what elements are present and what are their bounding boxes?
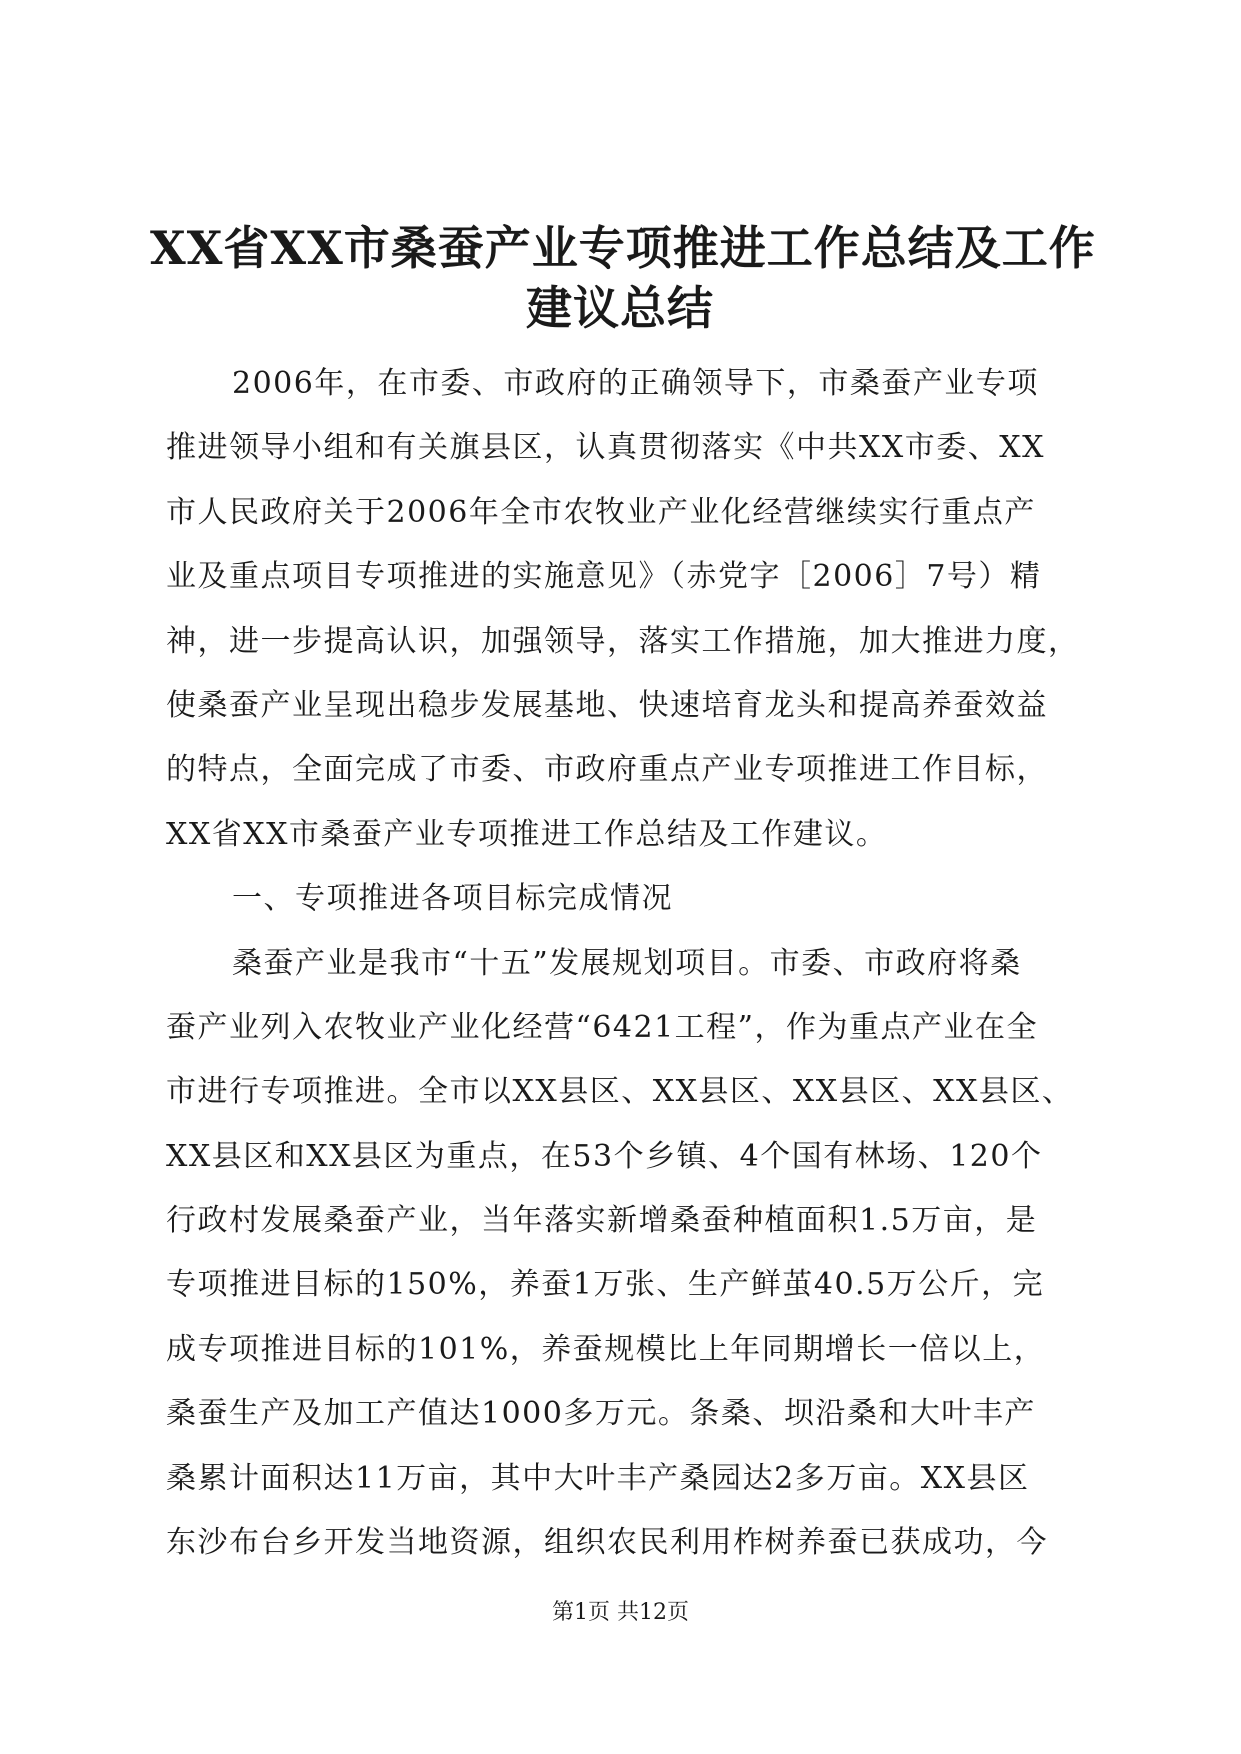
body-line: 成专项推进目标的101%，养蚕规模比上年同期增长一倍以上， <box>166 1331 1046 1367</box>
body-line: 桑蚕生产及加工产值达1000多万元。条桑、坝沿桑和大叶丰产 <box>166 1396 1036 1432</box>
title-line-1: XX省XX市桑蚕产业专项推进工作总结及工作 <box>150 221 1096 275</box>
body-line: 2006年，在市委、市政府的正确领导下，市桑蚕产业专项 <box>232 366 1039 401</box>
body-line: XX县区和XX县区为重点，在53个乡镇、4个国有林场、120个 <box>166 1138 1043 1174</box>
document-title <box>150 218 1096 338</box>
body-line: XX省XX市桑蚕产业专项推进工作总结及工作建议。 <box>166 816 888 852</box>
body-line: 蚕产业列入农牧业产业化经营“6421工程”，作为重点产业在全 <box>166 1009 1039 1045</box>
page-number-footer: 第1页 共12页 <box>552 1600 689 1625</box>
title-line-2: 建议总结 <box>526 281 714 335</box>
body-line: 专项推进目标的150%，养蚕1万张、生产鲜茧40.5万公斤，完 <box>166 1267 1045 1303</box>
body-line: 使桑蚕产业呈现出稳步发展基地、快速培育龙头和提高养蚕效益 <box>166 687 1048 723</box>
body-line: 的特点，全面完成了市委、市政府重点产业专项推进工作目标， <box>166 752 1048 788</box>
document-body <box>166 352 1086 1575</box>
body-line: 桑蚕产业是我市“十五”发展规划项目。市委、市政府将桑 <box>232 945 1022 981</box>
section-heading: 一、专项推进各项目标完成情况 <box>232 881 673 917</box>
body-line: 桑累计面积达11万亩，其中大叶丰产桑园达2多万亩。XX县区 <box>166 1460 1030 1496</box>
body-line: 市人民政府关于2006年全市农牧业产业化经营继续实行重点产 <box>166 494 1036 530</box>
body-line: 行政村发展桑蚕产业，当年落实新增桑蚕种植面积1.5万亩，是 <box>166 1203 1038 1239</box>
body-line: 业及重点项目专项推进的实施意见》（赤党字［2006］7号）精 <box>166 559 1042 595</box>
body-line: 东沙布台乡开发当地资源，组织农民利用柞树养蚕已获成功，今 <box>166 1525 1048 1561</box>
body-line: 神，进一步提高认识，加强领导，落实工作措施，加大推进力度， <box>166 623 1080 659</box>
body-line: 市进行专项推进。全市以XX县区、XX县区、XX县区、XX县区、 <box>166 1074 1074 1110</box>
body-line: 推进领导小组和有关旗县区，认真贯彻落实《中共XX市委、XX <box>166 430 1045 466</box>
